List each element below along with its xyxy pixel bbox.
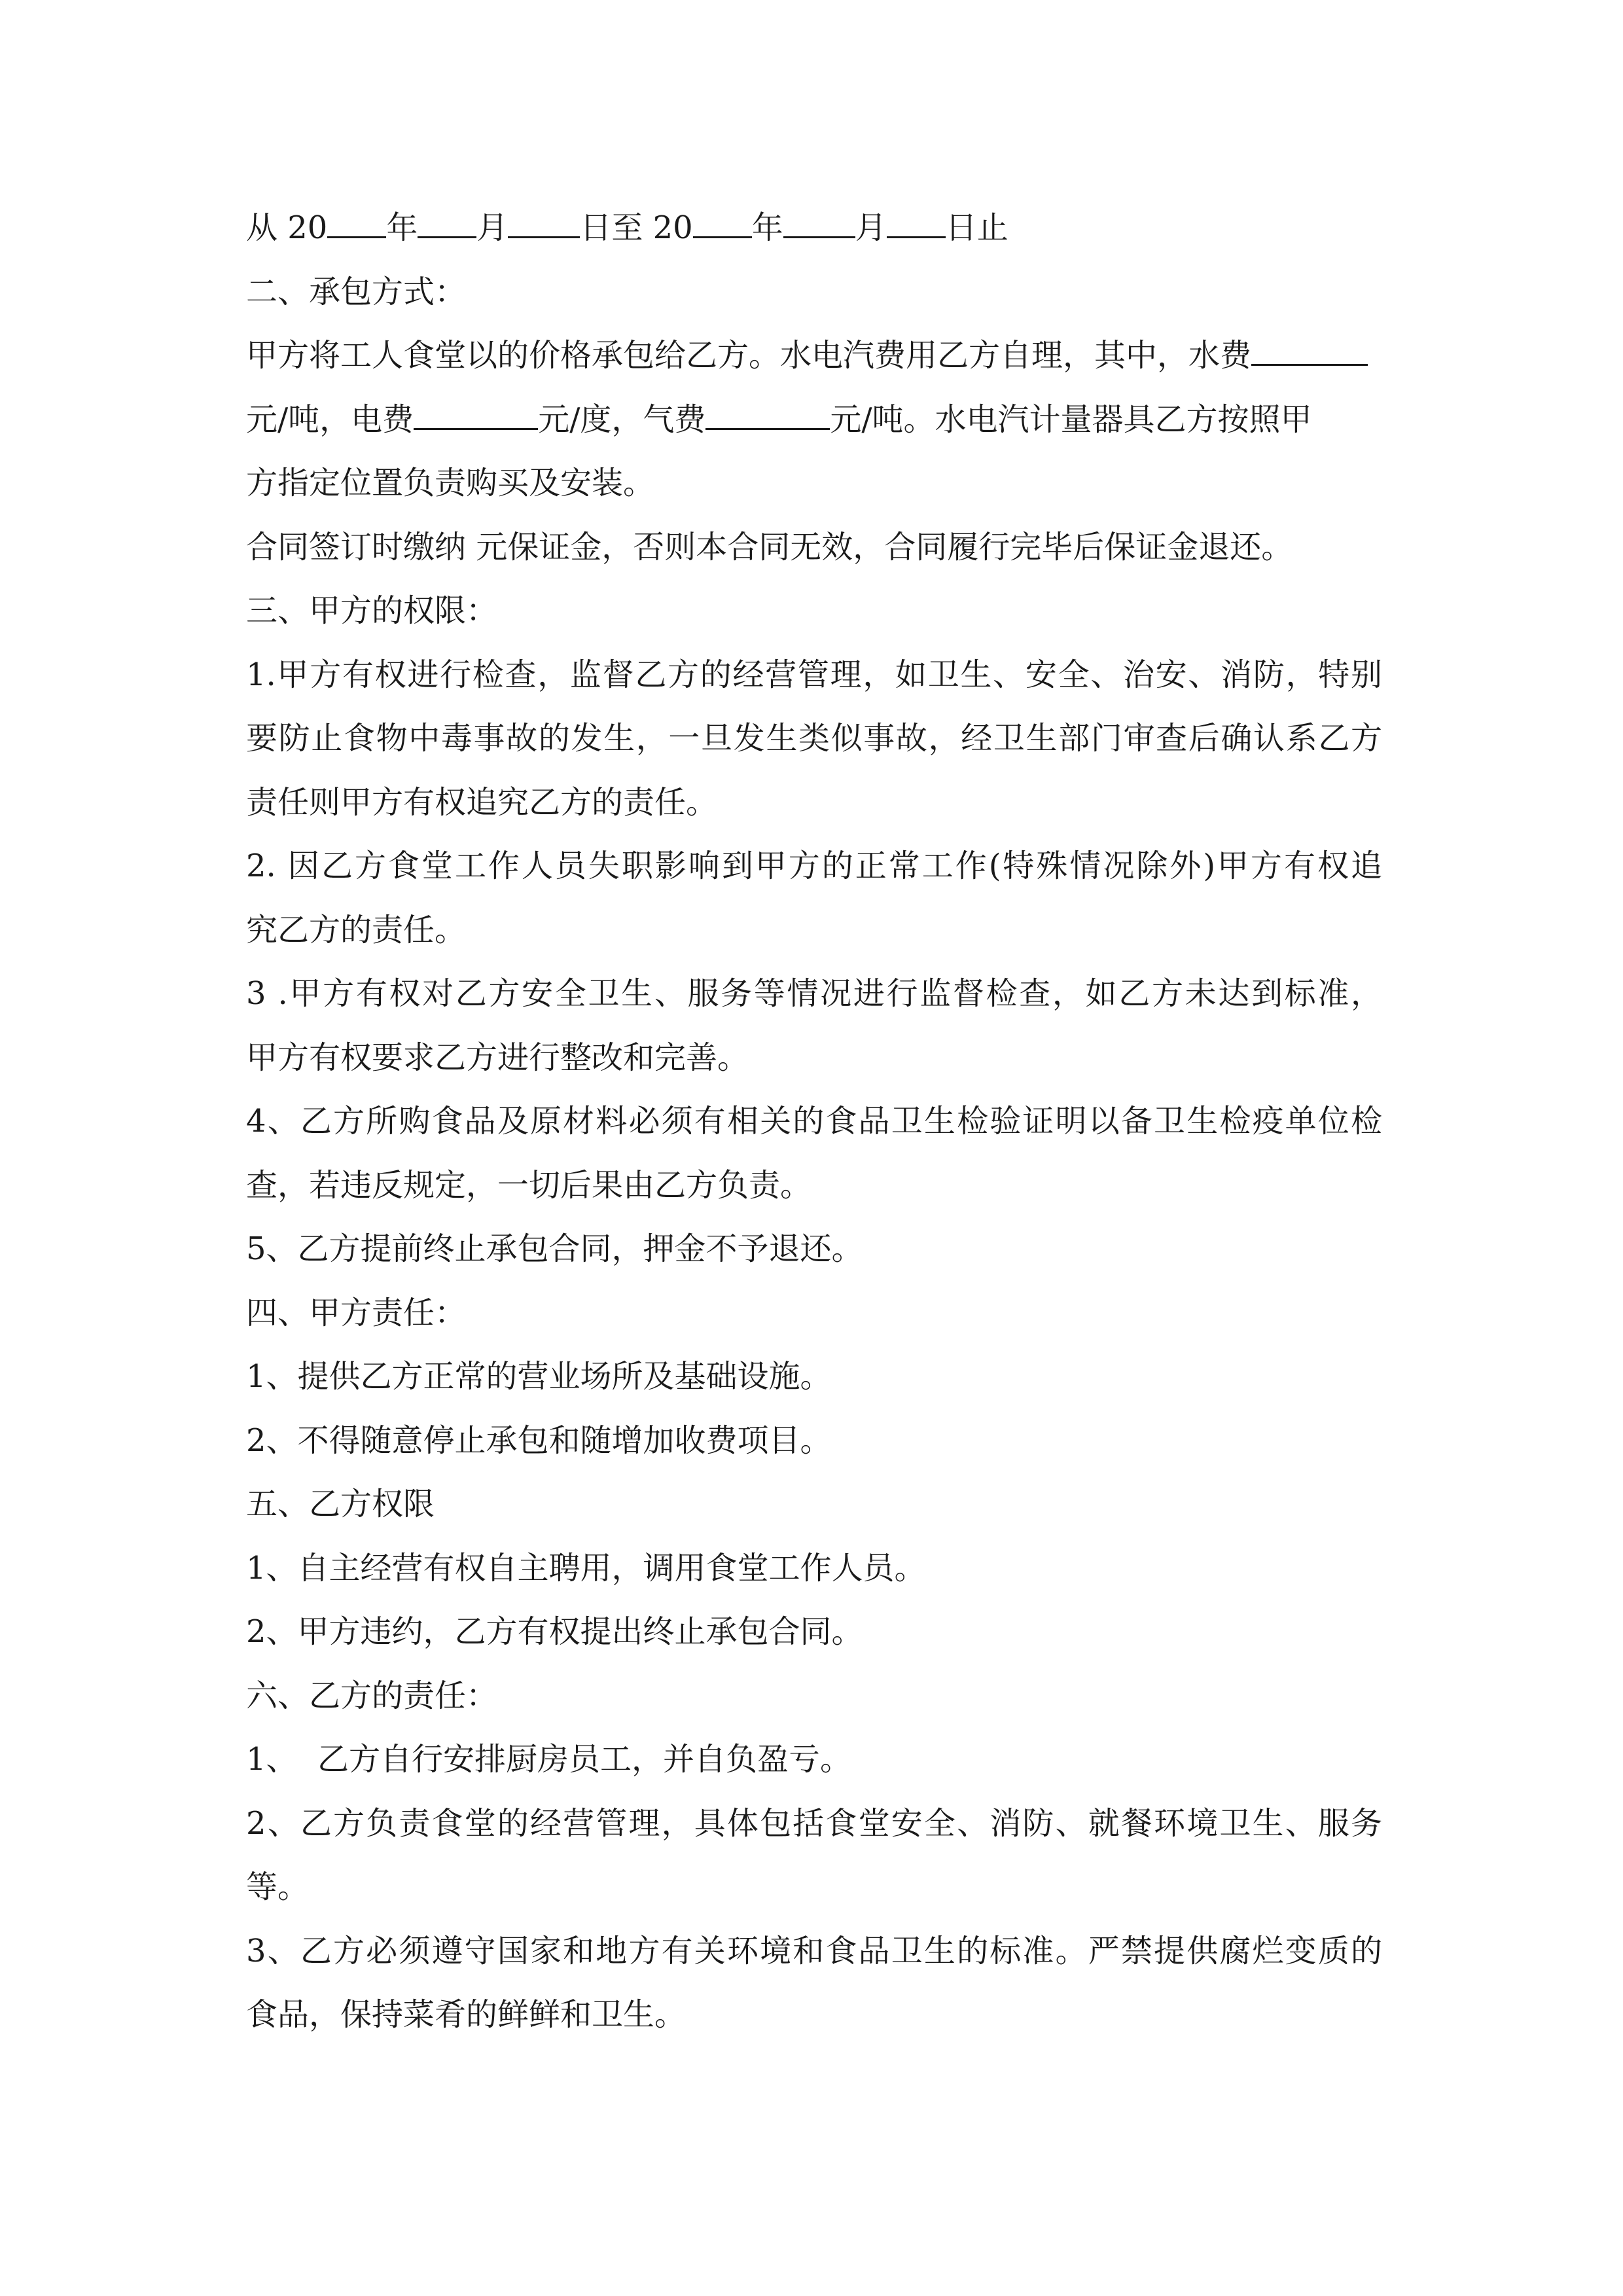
section-heading-5: 五、乙方权限 — [246, 1486, 435, 1522]
paragraph-line: 1、自主经营有权自主聘用，调用食堂工作人员。 — [246, 1549, 926, 1587]
paragraph-line: 合同签订时缴纳 元保证金，否则本合同无效，合同履行完毕后保证金退还。 — [246, 528, 1293, 565]
water-fee-blank — [1251, 336, 1368, 366]
section-heading-6: 六、乙方的责任： — [246, 1677, 498, 1714]
section-heading-3: 三、甲方的权限： — [246, 592, 498, 629]
paragraph-line: 方指定位置负责购买及安装。 — [246, 465, 655, 501]
paragraph-line — [246, 388, 1382, 452]
paragraph-line: 1、提供乙方正常的营业场所及基础设施。 — [246, 1358, 832, 1395]
gas-fee-blank — [705, 401, 830, 430]
contract-body — [246, 196, 1382, 2047]
paragraph-line: 食品，保持菜肴的鲜鲜和卫生。 — [246, 1996, 687, 2033]
paragraph-line: 等。 — [246, 1869, 310, 1905]
end-year-label: 年 — [751, 209, 783, 246]
paragraph-text: 甲方将工人食堂以的价格承包给乙方。水电汽费用乙方自理，其中，水费 — [246, 337, 1252, 374]
paragraph-line: 1.甲方有权进行检查，监督乙方的经营管理，如卫生、安全、治安、消防，特别 — [246, 656, 1382, 693]
period-end-prefix: 日至 20 — [580, 209, 693, 246]
contract-period-line — [246, 196, 1382, 260]
paragraph-line: 3、乙方必须遵守国家和地方有关环境和食品卫生的标准。严禁提供腐烂变质的 — [246, 1932, 1382, 1969]
year-label: 年 — [386, 209, 418, 246]
paragraph-line — [246, 324, 1382, 388]
paragraph-line: 1、 乙方自行安排厨房员工，并自负盈亏。 — [246, 1741, 852, 1778]
start-day-blank — [508, 209, 580, 238]
paragraph-line: 3 .甲方有权对乙方安全卫生、服务等情况进行监督检查，如乙方未达到标准， — [246, 975, 1382, 1012]
section-heading-2: 二、承包方式： — [246, 273, 467, 310]
paragraph-line: 甲方有权要求乙方进行整改和完善。 — [246, 1039, 749, 1076]
end-year-blank — [693, 209, 752, 238]
paragraph-line: 2、乙方负责食堂的经营管理，具体包括食堂安全、消防、就餐环境卫生、服务 — [246, 1804, 1382, 1842]
paragraph-text: 元/吨，电费 — [246, 401, 414, 438]
paragraph-line: 究乙方的责任。 — [246, 911, 467, 948]
paragraph-text: 元/度，气费 — [538, 401, 706, 438]
paragraph-line: 5、乙方提前终止承包合同，押金不予退还。 — [246, 1230, 863, 1267]
electricity-fee-blank — [414, 401, 538, 430]
end-month-label: 月 — [855, 209, 887, 246]
end-month-blank — [783, 209, 855, 238]
paragraph-line: 4、乙方所购食品及原材料必须有相关的食品卫生检验证明以备卫生检疫单位检 — [246, 1103, 1382, 1139]
period-end-suffix: 日止 — [945, 209, 1008, 246]
section-heading-4: 四、甲方责任： — [246, 1294, 467, 1331]
paragraph-line: 2. 因乙方食堂工作人员失职影响到甲方的正常工作(特殊情况除外)甲方有权追 — [246, 848, 1382, 884]
paragraph-text: 元/吨。水电汽计量器具乙方按照甲 — [830, 401, 1312, 438]
paragraph-line: 2、不得随意停止承包和随增加收费项目。 — [246, 1422, 832, 1459]
paragraph-line: 查，若违反规定，一切后果由乙方负责。 — [246, 1166, 812, 1204]
period-start-prefix: 从 20 — [246, 209, 328, 246]
end-day-blank — [887, 209, 946, 238]
start-year-blank — [327, 209, 386, 238]
month-label: 月 — [476, 209, 508, 246]
paragraph-line: 2、甲方违约，乙方有权提出终止承包合同。 — [246, 1613, 863, 1650]
paragraph-line: 责任则甲方有权追究乙方的责任。 — [246, 783, 718, 821]
start-month-blank — [418, 209, 476, 238]
paragraph-line: 要防止食物中毒事故的发生，一旦发生类似事故，经卫生部门审查后确认系乙方 — [246, 720, 1382, 757]
